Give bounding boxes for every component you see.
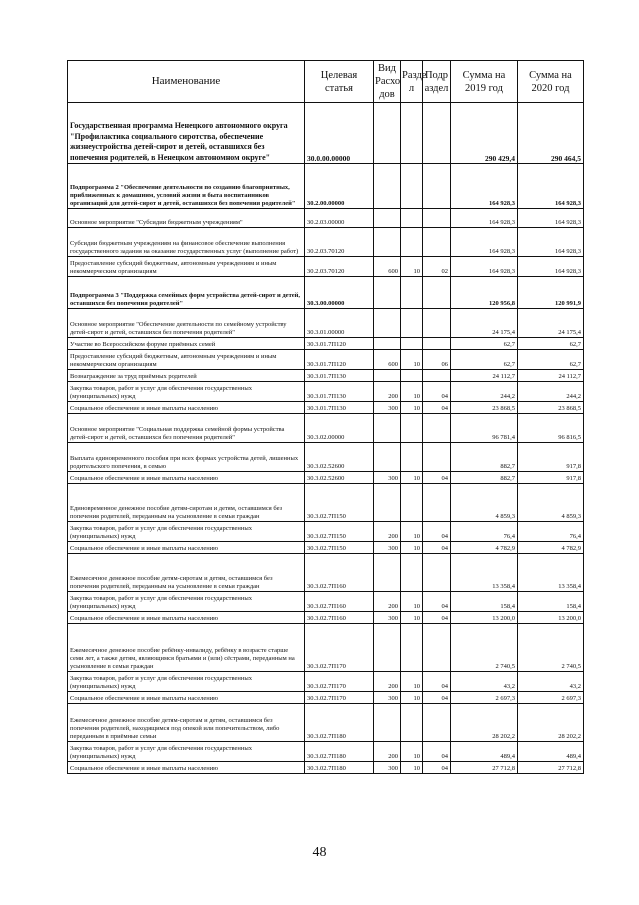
table-cell-target-article: 30.3.02.7П150 — [305, 542, 374, 554]
table-cell-expense-type — [374, 370, 401, 382]
table-cell-subsection: 04 — [423, 522, 451, 542]
table-cell-expense-type — [374, 338, 401, 350]
table-cell-subsection — [423, 277, 451, 309]
table-cell-target-article: 30.3.01.7П120 — [305, 350, 374, 370]
table-row — [68, 338, 584, 350]
table-row — [68, 228, 584, 257]
table-row — [68, 309, 584, 338]
table-cell-sum-2019: 244,2 — [451, 382, 518, 402]
table-cell-section: 10 — [401, 672, 423, 692]
table-cell-sum-2019: 23 868,5 — [451, 402, 518, 414]
table-cell-subsection: 04 — [423, 592, 451, 612]
header-target-article: Целевая статья — [305, 61, 374, 103]
table-cell-target-article: 30.3.00.00000 — [305, 277, 374, 309]
table-cell-subsection: 04 — [423, 472, 451, 484]
table-cell-name: Вознаграждение за труд приёмных родителей — [68, 370, 305, 382]
table-cell-expense-type: 600 — [374, 257, 401, 277]
table-cell-subsection: 04 — [423, 762, 451, 774]
table-row — [68, 103, 584, 164]
table-row — [68, 209, 584, 228]
table-cell-target-article: 30.3.01.7П130 — [305, 402, 374, 414]
table-row — [68, 484, 584, 522]
table-cell-name: Закупка товаров, работ и услуг для обеспечения государственных (муниципальных) нужд — [68, 522, 305, 542]
table-cell-sum-2020: 2 740,5 — [518, 624, 584, 672]
table-cell-section: 10 — [401, 692, 423, 704]
table-cell-name: Социальное обеспечение и иные выплаты населению — [68, 542, 305, 554]
table-cell-sum-2019: 290 429,4 — [451, 103, 518, 164]
table-cell-subsection — [423, 209, 451, 228]
table-cell-expense-type — [374, 103, 401, 164]
table-cell-target-article: 30.3.02.52600 — [305, 472, 374, 484]
budget-table-container — [67, 60, 583, 774]
table-cell-expense-type — [374, 484, 401, 522]
table-row — [68, 704, 584, 742]
table-row — [68, 672, 584, 692]
table-cell-sum-2020: 917,8 — [518, 443, 584, 472]
table-cell-expense-type — [374, 309, 401, 338]
table-cell-sum-2019: 62,7 — [451, 338, 518, 350]
table-cell-target-article: 30.3.02.7П180 — [305, 704, 374, 742]
table-row — [68, 370, 584, 382]
table-cell-subsection — [423, 484, 451, 522]
table-cell-subsection: 04 — [423, 742, 451, 762]
table-cell-sum-2019: 2 740,5 — [451, 624, 518, 672]
table-cell-name: Закупка товаров, работ и услуг для обеспечения государственных (муниципальных) нужд — [68, 592, 305, 612]
table-cell-subsection — [423, 370, 451, 382]
table-cell-subsection: 04 — [423, 382, 451, 402]
header-sum-2019: Сумма на 2019 год — [451, 61, 518, 103]
table-cell-target-article: 30.2.00.00000 — [305, 164, 374, 209]
table-cell-section — [401, 228, 423, 257]
table-cell-target-article: 30.3.01.00000 — [305, 309, 374, 338]
page-number: 48 — [312, 845, 327, 860]
table-cell-sum-2020: 62,7 — [518, 338, 584, 350]
table-cell-section — [401, 414, 423, 443]
table-cell-subsection: 04 — [423, 692, 451, 704]
table-row — [68, 164, 584, 209]
table-cell-sum-2019: 4 859,3 — [451, 484, 518, 522]
table-cell-target-article: 30.3.02.7П170 — [305, 624, 374, 672]
table-cell-name: Выплата единовременного пособия при всех формах устройства детей, лишенных родительского попечения, в семью — [68, 443, 305, 472]
table-cell-target-article: 30.3.02.7П160 — [305, 554, 374, 592]
table-cell-section: 10 — [401, 542, 423, 554]
table-cell-target-article: 30.3.02.7П150 — [305, 522, 374, 542]
table-cell-name: Основное мероприятие "Субсидии бюджетным учреждениям" — [68, 209, 305, 228]
table-cell-section: 10 — [401, 612, 423, 624]
table-cell-target-article: 30.3.02.7П160 — [305, 592, 374, 612]
table-cell-target-article: 30.2.03.70120 — [305, 257, 374, 277]
table-cell-name: Закупка товаров, работ и услуг для обеспечения государственных (муниципальных) нужд — [68, 742, 305, 762]
table-cell-subsection: 06 — [423, 350, 451, 370]
table-cell-target-article: 30.3.02.7П170 — [305, 692, 374, 704]
table-cell-target-article: 30.3.02.00000 — [305, 414, 374, 443]
table-cell-expense-type: 300 — [374, 762, 401, 774]
table-cell-sum-2020: 4 859,3 — [518, 484, 584, 522]
table-cell-subsection — [423, 338, 451, 350]
budget-table — [67, 60, 584, 774]
table-cell-section — [401, 309, 423, 338]
table-cell-expense-type — [374, 209, 401, 228]
table-cell-target-article: 30.3.02.7П180 — [305, 762, 374, 774]
table-cell-sum-2020: 244,2 — [518, 382, 584, 402]
table-cell-sum-2020: 290 464,5 — [518, 103, 584, 164]
table-cell-expense-type — [374, 624, 401, 672]
table-cell-sum-2019: 164 928,3 — [451, 164, 518, 209]
table-cell-sum-2020: 24 112,7 — [518, 370, 584, 382]
table-cell-sum-2020: 164 928,3 — [518, 257, 584, 277]
table-cell-sum-2020: 24 175,4 — [518, 309, 584, 338]
table-cell-section: 10 — [401, 742, 423, 762]
table-row — [68, 692, 584, 704]
table-cell-subsection — [423, 414, 451, 443]
header-sum-2020: Сумма на 2020 год — [518, 61, 584, 103]
table-row — [68, 414, 584, 443]
table-cell-sum-2019: 489,4 — [451, 742, 518, 762]
header-name: Наименование — [68, 61, 305, 103]
table-cell-name: Предоставление субсидий бюджетным, автономным учреждениям и иным некоммерческим организациям — [68, 350, 305, 370]
table-cell-target-article: 30.3.02.7П180 — [305, 742, 374, 762]
table-cell-sum-2020: 4 782,9 — [518, 542, 584, 554]
table-cell-name: Ежемесячное денежное пособие ребёнку-инвалиду, ребёнку в возрасте старше семи лет, а также детям, являющимся братьями и (или) сёстрами, переданным на усыновление в семьи граждан — [68, 624, 305, 672]
table-row — [68, 277, 584, 309]
table-cell-section: 10 — [401, 762, 423, 774]
table-cell-target-article: 30.3.01.7П130 — [305, 382, 374, 402]
table-cell-section — [401, 554, 423, 592]
table-cell-sum-2020: 13 200,0 — [518, 612, 584, 624]
table-cell-section — [401, 443, 423, 472]
table-cell-name: Закупка товаров, работ и услуг для обеспечения государственных (муниципальных) нужд — [68, 382, 305, 402]
table-cell-expense-type: 200 — [374, 382, 401, 402]
table-cell-sum-2019: 24 175,4 — [451, 309, 518, 338]
table-cell-section — [401, 103, 423, 164]
table-cell-name: Социальное обеспечение и иные выплаты населению — [68, 402, 305, 414]
table-cell-sum-2019: 24 112,7 — [451, 370, 518, 382]
table-cell-name: Основное мероприятие "Социальная поддержка семейной формы устройства детей-сирот и детей, оставшихся без попечения родителей" — [68, 414, 305, 443]
table-cell-section — [401, 164, 423, 209]
table-cell-sum-2020: 120 991,9 — [518, 277, 584, 309]
table-cell-expense-type — [374, 414, 401, 443]
table-cell-sum-2020: 164 928,3 — [518, 209, 584, 228]
table-cell-sum-2020: 76,4 — [518, 522, 584, 542]
table-row — [68, 554, 584, 592]
table-cell-section — [401, 209, 423, 228]
table-cell-section: 10 — [401, 592, 423, 612]
table-cell-sum-2019: 164 928,3 — [451, 209, 518, 228]
table-cell-expense-type — [374, 228, 401, 257]
table-cell-name: Социальное обеспечение и иные выплаты населению — [68, 612, 305, 624]
header-expense-type: Вид Расхо дов — [374, 61, 401, 103]
table-cell-section: 10 — [401, 472, 423, 484]
table-cell-target-article: 30.3.01.7П130 — [305, 370, 374, 382]
table-cell-expense-type — [374, 164, 401, 209]
table-row — [68, 522, 584, 542]
table-cell-section: 10 — [401, 257, 423, 277]
table-cell-name: Закупка товаров, работ и услуг для обеспечения государственных (муниципальных) нужд — [68, 672, 305, 692]
table-cell-expense-type: 600 — [374, 350, 401, 370]
table-cell-subsection — [423, 228, 451, 257]
table-cell-subsection — [423, 164, 451, 209]
table-cell-target-article: 30.3.02.7П170 — [305, 672, 374, 692]
table-cell-sum-2019: 28 202,2 — [451, 704, 518, 742]
table-cell-name: Единовременное денежное пособие детям-сиротам и детям, оставшимся без попечения родителей, переданным на усыновление в семьи граждан — [68, 484, 305, 522]
table-cell-name: Предоставление субсидий бюджетным, автономным учреждениям и иным некоммерческим организациям — [68, 257, 305, 277]
table-row — [68, 350, 584, 370]
table-cell-subsection: 04 — [423, 672, 451, 692]
table-cell-expense-type: 200 — [374, 522, 401, 542]
table-cell-sum-2020: 2 697,3 — [518, 692, 584, 704]
table-cell-subsection — [423, 443, 451, 472]
table-cell-name: Основное мероприятие "Обеспечение деятельности по семейному устройству детей-сирот и детей, оставшихся без попечения родителей" — [68, 309, 305, 338]
table-cell-subsection — [423, 704, 451, 742]
table-row — [68, 472, 584, 484]
table-cell-expense-type: 200 — [374, 672, 401, 692]
table-cell-name: Субсидии бюджетным учреждениям на финансовое обеспечение выполнения государственного задания на оказание государственных услуг (выполнение работ) — [68, 228, 305, 257]
table-cell-section: 10 — [401, 402, 423, 414]
table-cell-target-article: 30.3.02.7П150 — [305, 484, 374, 522]
table-cell-subsection — [423, 554, 451, 592]
table-cell-section: 10 — [401, 522, 423, 542]
table-cell-name: Участие во Всероссийском форуме приёмных семей — [68, 338, 305, 350]
table-cell-sum-2019: 2 697,3 — [451, 692, 518, 704]
table-cell-section — [401, 370, 423, 382]
table-cell-target-article: 30.2.03.00000 — [305, 209, 374, 228]
table-row — [68, 402, 584, 414]
table-cell-sum-2019: 882,7 — [451, 472, 518, 484]
table-cell-sum-2019: 43,2 — [451, 672, 518, 692]
table-row — [68, 742, 584, 762]
table-cell-section — [401, 338, 423, 350]
table-cell-sum-2019: 120 956,8 — [451, 277, 518, 309]
table-cell-subsection — [423, 309, 451, 338]
table-cell-expense-type: 200 — [374, 742, 401, 762]
table-cell-section: 10 — [401, 350, 423, 370]
table-cell-sum-2019: 13 358,4 — [451, 554, 518, 592]
table-cell-expense-type: 300 — [374, 542, 401, 554]
table-cell-sum-2019: 13 200,0 — [451, 612, 518, 624]
table-cell-section — [401, 484, 423, 522]
table-cell-target-article: 30.3.02.52600 — [305, 443, 374, 472]
table-cell-sum-2020: 13 358,4 — [518, 554, 584, 592]
table-cell-sum-2020: 164 928,3 — [518, 228, 584, 257]
table-cell-subsection — [423, 624, 451, 672]
table-row — [68, 257, 584, 277]
table-cell-expense-type — [374, 704, 401, 742]
table-cell-target-article: 30.3.01.7П120 — [305, 338, 374, 350]
table-cell-sum-2020: 27 712,8 — [518, 762, 584, 774]
table-cell-section — [401, 704, 423, 742]
table-cell-subsection: 04 — [423, 612, 451, 624]
table-cell-name: Социальное обеспечение и иные выплаты населению — [68, 762, 305, 774]
table-cell-sum-2020: 917,8 — [518, 472, 584, 484]
table-cell-sum-2020: 489,4 — [518, 742, 584, 762]
table-cell-sum-2020: 62,7 — [518, 350, 584, 370]
table-cell-subsection: 02 — [423, 257, 451, 277]
header-subsection: Подр аздел — [423, 61, 451, 103]
table-cell-name: Государственная программа Ненецкого автономного округа "Профилактика социального сиротства, обеспечение жизнеустройства детей-сирот и детей, оставшихся без попечения родителей, в Ненецком автономном округе" — [68, 103, 305, 164]
table-cell-expense-type — [374, 277, 401, 309]
table-cell-expense-type: 300 — [374, 612, 401, 624]
header-section: Разде л — [401, 61, 423, 103]
table-cell-expense-type — [374, 554, 401, 592]
table-cell-expense-type: 300 — [374, 402, 401, 414]
table-cell-name: Социальное обеспечение и иные выплаты населению — [68, 472, 305, 484]
table-cell-name: Социальное обеспечение и иные выплаты населению — [68, 692, 305, 704]
table-cell-sum-2019: 62,7 — [451, 350, 518, 370]
table-cell-sum-2019: 27 712,8 — [451, 762, 518, 774]
table-cell-expense-type — [374, 443, 401, 472]
table-row — [68, 624, 584, 672]
table-cell-subsection: 04 — [423, 542, 451, 554]
table-cell-subsection: 04 — [423, 402, 451, 414]
table-cell-sum-2019: 164 928,3 — [451, 228, 518, 257]
table-cell-subsection — [423, 103, 451, 164]
table-cell-sum-2019: 96 781,4 — [451, 414, 518, 443]
table-cell-sum-2020: 158,4 — [518, 592, 584, 612]
table-row — [68, 762, 584, 774]
table-row — [68, 382, 584, 402]
table-cell-section: 10 — [401, 382, 423, 402]
table-cell-name: Ежемесячное денежное пособие детям-сиротам и детям, оставшимся без попечения родителей, переданным на усыновление в семьи граждан — [68, 554, 305, 592]
table-cell-name: Ежемесячное денежное пособие детям-сиротам и детям, оставшимся без попечения родителей, находящимся под опекой или попечительством, либо переданным в приёмные семьи — [68, 704, 305, 742]
table-row — [68, 542, 584, 554]
table-cell-name: Подпрограмма 2 "Обеспечение деятельности по созданию благоприятных, приближенных к домашним, условий жизни и быта воспитанников организаций для детей-сирот и детей, оставшихся без попечения родителей" — [68, 164, 305, 209]
table-cell-target-article: 30.0.00.00000 — [305, 103, 374, 164]
table-row — [68, 592, 584, 612]
table-cell-section — [401, 277, 423, 309]
table-cell-target-article: 30.3.02.7П160 — [305, 612, 374, 624]
table-cell-sum-2019: 158,4 — [451, 592, 518, 612]
table-cell-name: Подпрограмма 3 "Поддержка семейных форм устройства детей-сирот и детей, оставшихся без попечения родителей" — [68, 277, 305, 309]
table-cell-expense-type: 300 — [374, 692, 401, 704]
table-cell-sum-2019: 882,7 — [451, 443, 518, 472]
table-cell-expense-type: 300 — [374, 472, 401, 484]
table-cell-sum-2019: 76,4 — [451, 522, 518, 542]
table-cell-section — [401, 624, 423, 672]
table-cell-sum-2019: 4 782,9 — [451, 542, 518, 554]
table-cell-sum-2020: 43,2 — [518, 672, 584, 692]
table-row — [68, 612, 584, 624]
table-cell-expense-type: 200 — [374, 592, 401, 612]
table-cell-target-article: 30.2.03.70120 — [305, 228, 374, 257]
table-cell-sum-2020: 23 868,5 — [518, 402, 584, 414]
table-cell-sum-2020: 164 928,3 — [518, 164, 584, 209]
table-cell-sum-2020: 96 816,5 — [518, 414, 584, 443]
table-cell-sum-2019: 164 928,3 — [451, 257, 518, 277]
table-header-row — [68, 61, 584, 103]
table-cell-sum-2020: 28 202,2 — [518, 704, 584, 742]
table-row — [68, 443, 584, 472]
